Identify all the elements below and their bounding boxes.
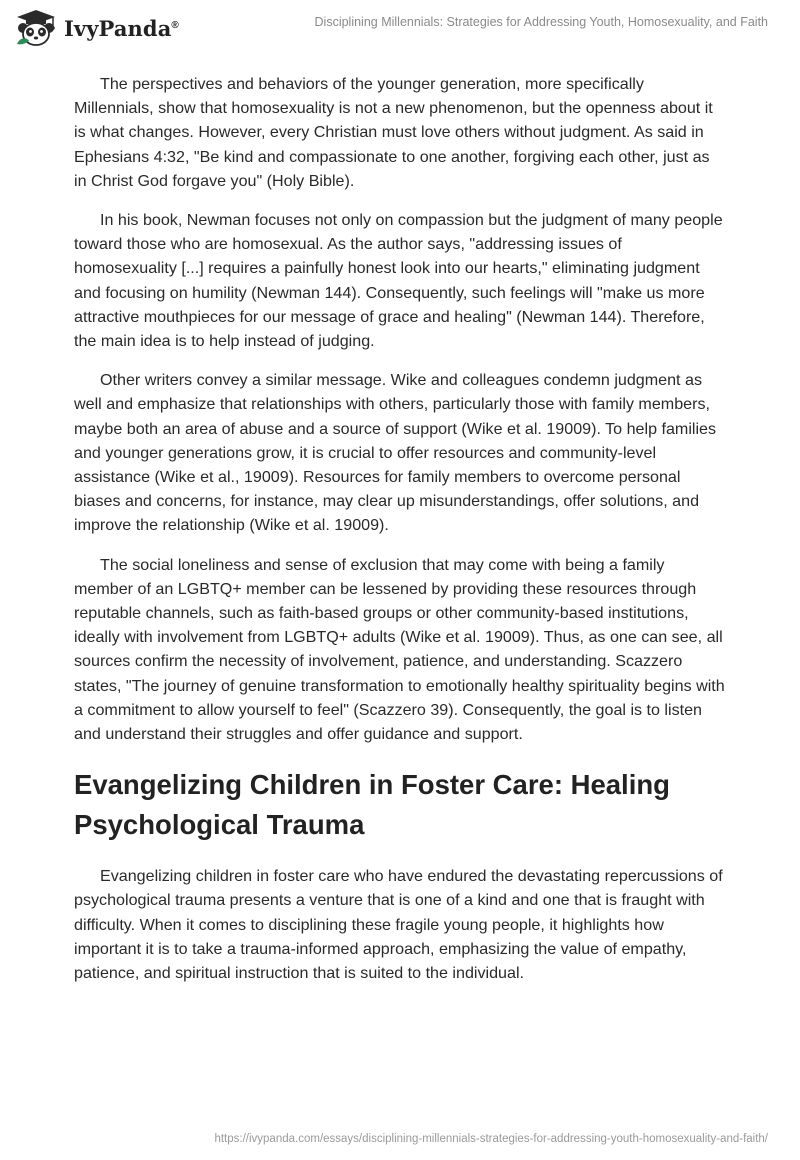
footer-source-url[interactable]: https://ivypanda.com/essays/disciplining-millennials-strategies-for-addressing-youth-homosexuality-and-faith/ [214, 1133, 768, 1145]
paragraph: Evangelizing children in foster care who have endured the devastating repercussions of psychological trauma presents a venture that is one of a kind and one that is fraught with difficulty. When it comes to disciplining these fragile young people, it highlights how important it is to take a trauma-informed approach, emphasizing the value of empathy, patience, and spiritual instruction that is suited to the individual. [74, 867, 723, 983]
essay-content [74, 72, 726, 1000]
paragraph: The social loneliness and sense of exclusion that may come with being a family member of an LGBTQ+ member can be lessened by providing these resources through reputable channels, such as faith-based groups or other community-based institutions, ideally with involvement from LGBTQ+ adults (Wike et al. 19009). Thus, as one can see, all sources confirm the necessity of involvement, patience, and understanding. Scazzero states, "The journey of genuine transformation to emotionally healthy spirituality begins with a commitment to allow yourself to feel" (Scazzero 39). Consequently, the goal is to listen and understand their struggles and offer guidance and support. [74, 555, 725, 744]
panda-graduate-icon [14, 8, 58, 48]
paragraph: In his book, Newman focuses not only on compassion but the judgment of many people toward those who are homosexual. As the author says, "addressing issues of homosexuality [...] requires a painfully honest look into our hearts," eliminating judgment and focusing on humility (Newman 144). Consequently, such feelings will "make us more attractive mouthpieces for our message of grace and healing" (Newman 144). Therefore, the main idea is to help instead of judging. [74, 211, 723, 351]
logo-wordmark: IvyPanda [64, 15, 172, 41]
paragraph: Other writers convey a similar message. Wike and colleagues condemn judgment as well and emphasize that relationships with others, particularly those with family members, maybe both an area of abuse and a source of support (Wike et al. 19009). To help families and younger generations grow, it is crucial to offer resources and community-level assistance (Wike et al., 19009). Resources for family members to overcome personal biases and concerns, for instance, may clear up misunderstandings, offer solutions, and improve the relationship (Wike et al. 19009). [74, 371, 717, 535]
section-heading: Evangelizing Children in Foster Care: Healing Psychological Trauma [74, 769, 670, 841]
registered-mark: ® [171, 19, 179, 31]
ivypanda-logo[interactable] [14, 8, 179, 48]
logo-text [64, 16, 179, 41]
paragraph: The perspectives and behaviors of the younger generation, more specifically Millennials, show that homosexuality is not a new phenomenon, but the openness about it is what changes. However, every Christian must love others without judgment. As said in Ephesians 4:32, "Be kind and compassionate to one another, forgiving each other, just as in Christ God forgave you" (Holy Bible). [74, 75, 713, 190]
document-title: Disciplining Millennials: Strategies for Addressing Youth, Homosexuality, and Faith [314, 15, 768, 29]
page-header [0, 0, 800, 60]
